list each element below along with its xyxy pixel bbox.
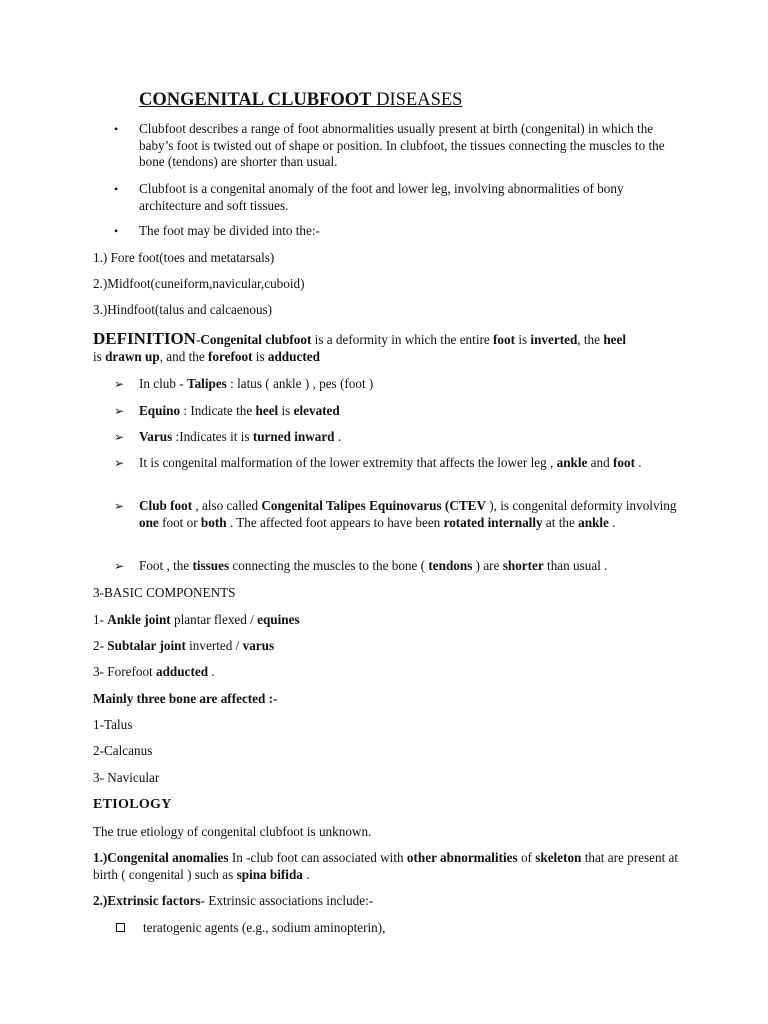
bold-run: turned inward: [252, 429, 335, 444]
arrow-bullet-icon: ➢: [114, 430, 125, 444]
bold-run: Congenital Talipes Equinovarus (CTEV: [261, 498, 486, 513]
text-run: foot or: [158, 514, 201, 530]
bold-run: drawn up: [105, 348, 160, 364]
arrow-item-2: [139, 403, 679, 420]
text-run: In -club foot can associated with: [228, 850, 407, 865]
bold-run: one: [139, 514, 159, 530]
text-run: is a deformity in which the entire: [311, 332, 494, 347]
bold-run: Congenital clubfoot: [200, 332, 312, 347]
bold-run: shorter: [502, 558, 544, 573]
bold-run: varus: [242, 638, 275, 653]
text-run: at the: [542, 514, 579, 530]
component-2: [93, 638, 683, 655]
bold-run: tissues: [192, 558, 230, 573]
intro-bullet-1: Clubfoot describes a range of foot abnormalities usually present at birth (congenital) in which the baby’s foot is twisted out of shape or position. In clubfoot, the tissues connecting the muscles to the bone (tendons) are shorter than usual.: [139, 121, 665, 169]
arrow-bullet-icon: ➢: [114, 456, 125, 470]
bold-run: both: [200, 514, 227, 530]
text-run: is: [93, 348, 106, 364]
text-run: : Indicate the: [180, 403, 256, 418]
bold-run: heel: [603, 332, 627, 347]
intro-bullet-3: The foot may be divided into the:-: [139, 223, 320, 238]
text-run: , and the: [159, 348, 209, 364]
text-run: is: [515, 332, 531, 347]
text-run: .: [208, 664, 215, 679]
bullet-icon: •: [114, 224, 119, 238]
bold-run: 2.)Extrinsic factors: [93, 893, 201, 908]
text-run: than usual .: [543, 558, 608, 573]
text-run: , also called: [192, 498, 262, 513]
bone-3: 3- Navicular: [93, 770, 160, 785]
foot-part-1: 1.) Fore foot(toes and metatarsals): [93, 250, 275, 265]
basic-components-heading: 3-BASIC COMPONENTS: [93, 585, 236, 600]
text-run: , the: [577, 332, 604, 347]
text-run: ) are: [472, 558, 503, 573]
arrow-bullet-icon: ➢: [114, 499, 125, 513]
bold-run: Subtalar joint: [107, 638, 186, 653]
bone-2: 2-Calcanus: [93, 743, 153, 758]
text-run: .: [334, 429, 342, 444]
etiology-intro: The true etiology of congenital clubfoot is unknown.: [93, 824, 372, 839]
arrow-item-4: [139, 455, 679, 472]
definition-paragraph: [93, 331, 683, 365]
bold-run: ankle: [556, 455, 588, 470]
bold-run: Equino: [139, 403, 181, 418]
text-run: Foot , the: [139, 558, 193, 573]
text-run: ), is congenital deformity involving: [485, 498, 677, 513]
text-run: In club -: [139, 376, 187, 391]
bold-run: adducted: [156, 664, 209, 679]
arrow-item-3: [139, 429, 679, 446]
bold-run: adducted: [267, 348, 320, 364]
text-run: . The affected foot appears to have been: [226, 514, 444, 530]
arrow-bullet-icon: ➢: [114, 404, 125, 418]
bold-run: Club foot: [139, 498, 193, 513]
bold-run: foot: [613, 455, 635, 470]
title-bold: CONGENITAL CLUBFOOT: [139, 90, 372, 110]
etiology-item-2: [93, 893, 683, 910]
arrow-bullet-icon: ➢: [114, 377, 125, 391]
arrow-item-5: [139, 498, 679, 531]
intro-bullet-2: Clubfoot is a congenital anomaly of the foot and lower leg, involving abnormalities of bony architecture and soft tissues.: [139, 181, 624, 213]
bold-run: forefoot: [208, 348, 253, 364]
etiology-heading: ETIOLOGY: [93, 797, 172, 812]
foot-part-2: 2.)Midfoot(cuneiform,navicular,cuboid): [93, 276, 305, 291]
text-run: 1-: [93, 612, 108, 627]
bold-run: ankle: [578, 514, 609, 530]
text-run: connecting the muscles to the bone (: [229, 558, 429, 573]
bold-run: 1.)Congenital anomalies: [93, 850, 229, 865]
etiology-item-1: [93, 850, 683, 883]
bold-run: other abnormalities: [406, 850, 518, 865]
bold-run: skeleton: [535, 850, 582, 865]
arrow-bullet-icon: ➢: [114, 559, 125, 573]
text-run: plantar flexed /: [170, 612, 258, 627]
text-run: that are present at birth ( congenital ) such as: [93, 850, 679, 882]
text-run: .: [302, 866, 310, 882]
bullet-icon: •: [114, 122, 119, 136]
text-run: :Indicates it is: [172, 429, 253, 444]
foot-part-3: 3.)Hindfoot(talus and calcaenous): [93, 302, 273, 317]
bold-run: tendons: [428, 558, 473, 573]
checkbox-item: teratogenic agents (e.g., sodium aminopterin),: [143, 920, 386, 935]
title-normal: DISEASES: [371, 90, 463, 110]
text-run: .: [608, 514, 616, 530]
text-run: -: [195, 332, 201, 347]
bold-run: heel: [255, 403, 279, 418]
checkbox-square-icon: [116, 923, 125, 932]
bold-run: equines: [257, 612, 300, 627]
text-run: of: [517, 850, 536, 865]
bold-run: foot: [493, 332, 516, 347]
text-run: .: [635, 455, 642, 470]
text-run: is: [252, 348, 268, 364]
bold-run: Talipes: [186, 376, 227, 391]
arrow-item-6: [139, 558, 679, 575]
definition-heading: DEFINITION: [93, 329, 196, 348]
bold-run: spina bifida: [236, 866, 303, 882]
text-run: - Extrinsic associations include:-: [200, 893, 374, 908]
text-run: is: [278, 403, 294, 418]
component-3: [93, 664, 683, 681]
bold-run: Mainly three bone are affected :-: [93, 691, 278, 706]
arrow-item-1: [139, 376, 679, 393]
text-run: and: [587, 455, 614, 470]
bold-run: inverted: [530, 332, 578, 347]
text-run: inverted /: [185, 638, 243, 653]
bold-run: Varus: [139, 429, 173, 444]
page-title: [139, 89, 462, 111]
bold-run: Ankle joint: [107, 612, 171, 627]
bold-run: rotated internally: [443, 514, 543, 530]
bullet-icon: •: [114, 182, 119, 196]
component-1: [93, 612, 683, 629]
text-run: It is congenital malformation of the lower extremity that affects the lower leg ,: [139, 455, 557, 470]
text-run: : latus ( ankle ) , pes (foot ): [226, 376, 374, 391]
text-run: 3- Forefoot: [93, 664, 156, 679]
bones-heading: [93, 691, 683, 708]
text-run: 2-: [93, 638, 108, 653]
bold-run: elevated: [293, 403, 340, 418]
bone-1: 1-Talus: [93, 717, 133, 732]
